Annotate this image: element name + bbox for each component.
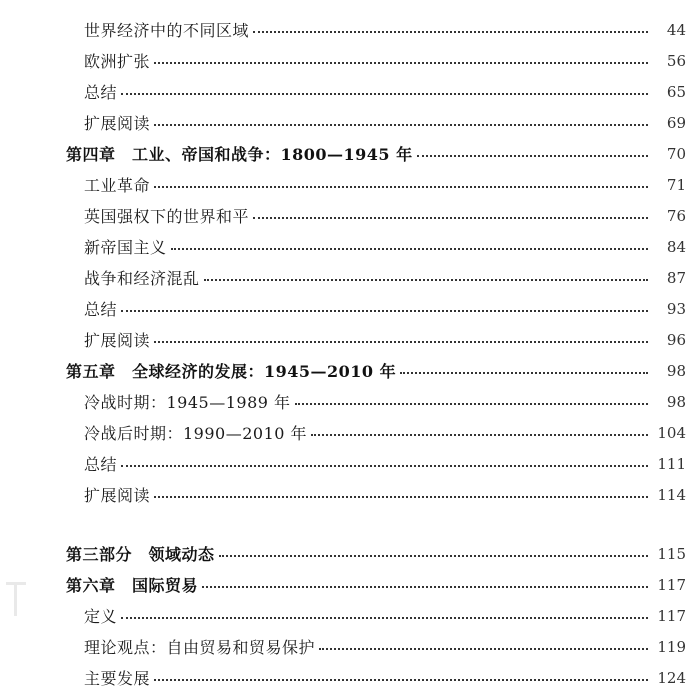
toc-chapter-title: 第四章 工业、帝国和战争：1800—1945 年 xyxy=(66,145,413,164)
toc-entry-title: 扩展阅读 xyxy=(84,486,151,505)
dot-leader xyxy=(121,92,648,95)
toc-entry-page-number: 117 xyxy=(657,575,686,594)
toc-entry-section xyxy=(0,293,694,324)
toc-entry-page-number: 115 xyxy=(657,544,686,563)
dot-leader xyxy=(204,278,648,281)
toc-spacer xyxy=(0,510,694,538)
toc-entry-section xyxy=(0,14,694,45)
dot-leader xyxy=(417,154,648,157)
toc-entry-section xyxy=(0,107,694,138)
toc-chapter-title: 第六章 国际贸易 xyxy=(66,576,199,595)
toc-entry-title: 新帝国主义 xyxy=(84,238,167,257)
toc-entry-title: 冷战后时期：1990—2010 年 xyxy=(84,424,308,443)
toc-entry-page-number: 71 xyxy=(666,175,686,194)
toc-chapter-title: 第五章 全球经济的发展：1945—2010 年 xyxy=(66,362,397,381)
toc-entry-page-number: 111 xyxy=(657,454,686,473)
toc-entry-title: 扩展阅读 xyxy=(84,114,151,133)
dot-leader xyxy=(400,371,648,374)
toc-entry-title: 总结 xyxy=(84,83,118,102)
toc-entry-title: 工业革命 xyxy=(84,176,151,195)
toc-entry-page-number: 76 xyxy=(666,206,686,225)
toc-entry-page-number: 114 xyxy=(657,485,686,504)
toc-entry-page-number: 104 xyxy=(657,423,686,442)
toc-entry-section xyxy=(0,479,694,510)
toc-entry-page-number: 98 xyxy=(666,392,686,411)
dot-leader xyxy=(121,464,648,467)
dot-leader xyxy=(154,61,648,64)
dot-leader xyxy=(319,647,648,650)
toc-entry-page-number: 70 xyxy=(666,144,686,163)
dot-leader xyxy=(154,123,648,126)
dot-leader xyxy=(121,616,648,619)
toc-entry-section xyxy=(0,169,694,200)
toc-entry-page-number: 124 xyxy=(657,668,686,687)
toc-entry-section xyxy=(0,200,694,231)
dot-leader xyxy=(121,309,648,312)
dot-leader xyxy=(311,433,648,436)
dot-leader xyxy=(295,402,648,405)
toc-entry-page-number: 96 xyxy=(666,330,686,349)
toc-entry-page-number: 65 xyxy=(666,82,686,101)
toc-entry-section xyxy=(0,386,694,417)
toc-entry-chapter xyxy=(0,355,694,386)
toc-entry-title: 总结 xyxy=(84,455,118,474)
toc-entry-section xyxy=(0,631,694,662)
toc-entry-page-number: 44 xyxy=(666,20,686,39)
toc-entry-page-number: 56 xyxy=(666,51,686,70)
toc-entry-title: 定义 xyxy=(84,607,118,626)
toc-entry-title: 总结 xyxy=(84,300,118,319)
dot-leader xyxy=(253,30,648,33)
dot-leader xyxy=(219,554,648,557)
table-of-contents xyxy=(0,14,694,693)
dot-leader xyxy=(154,678,648,681)
toc-entry-page-number: 84 xyxy=(666,237,686,256)
toc-entry-page-number: 119 xyxy=(657,637,686,656)
toc-entry-section xyxy=(0,45,694,76)
dot-leader xyxy=(154,495,648,498)
toc-entry-section xyxy=(0,262,694,293)
page-edge-mark xyxy=(4,578,28,618)
toc-entry-page-number: 69 xyxy=(666,113,686,132)
toc-entry-title: 扩展阅读 xyxy=(84,331,151,350)
toc-entry-title: 冷战时期：1945—1989 年 xyxy=(84,393,291,412)
toc-part-title: 第三部分 领域动态 xyxy=(66,545,215,564)
toc-entry-page-number: 87 xyxy=(666,268,686,287)
toc-entry-chapter xyxy=(0,138,694,169)
toc-entry-title: 欧洲扩张 xyxy=(84,52,151,71)
toc-entry-title: 英国强权下的世界和平 xyxy=(84,207,250,226)
toc-entry-part xyxy=(0,538,694,569)
toc-entry-page-number: 93 xyxy=(666,299,686,318)
dot-leader xyxy=(154,340,648,343)
toc-entry-section xyxy=(0,324,694,355)
toc-entry-section xyxy=(0,417,694,448)
dot-leader xyxy=(154,185,648,188)
toc-entry-page-number: 117 xyxy=(657,606,686,625)
dot-leader xyxy=(253,216,648,219)
toc-entry-section xyxy=(0,76,694,107)
toc-entry-title: 理论观点：自由贸易和贸易保护 xyxy=(84,638,316,657)
dot-leader xyxy=(171,247,648,250)
toc-entry-section xyxy=(0,231,694,262)
toc-entry-chapter xyxy=(0,569,694,600)
toc-entry-page-number: 98 xyxy=(666,361,686,380)
toc-entry-section xyxy=(0,600,694,631)
toc-entry-title: 战争和经济混乱 xyxy=(84,269,200,288)
toc-entry-title: 世界经济中的不同区域 xyxy=(84,21,250,40)
toc-entry-section xyxy=(0,448,694,479)
toc-entry-section xyxy=(0,662,694,693)
dot-leader xyxy=(202,585,648,588)
toc-entry-title: 主要发展 xyxy=(84,669,151,688)
